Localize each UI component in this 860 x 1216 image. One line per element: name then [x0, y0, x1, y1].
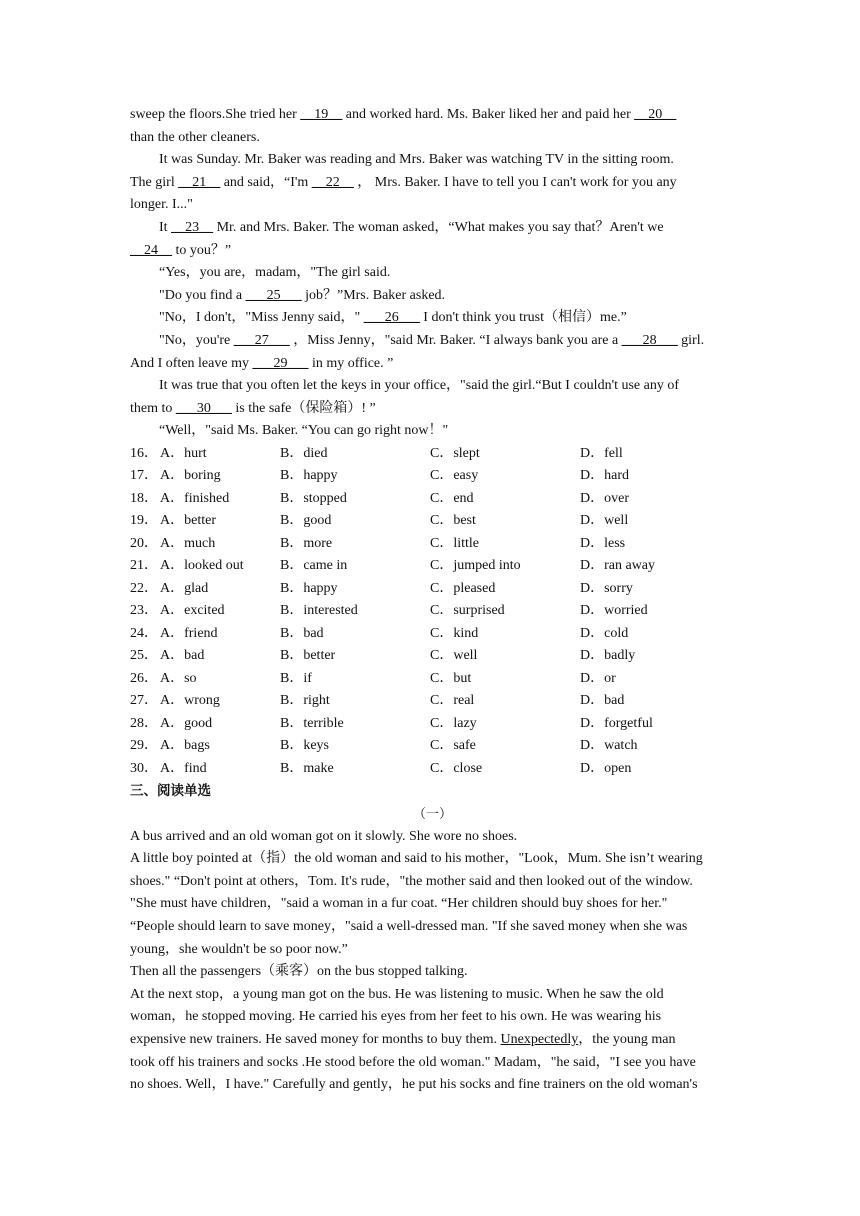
option-a: A．excited	[160, 603, 225, 619]
text-run: sweep the floors.She tried her	[130, 107, 301, 122]
question-number: 17．	[130, 468, 158, 484]
option-a: A．hurt	[160, 445, 207, 461]
option-b: B．bad	[280, 625, 324, 641]
question-row	[130, 645, 735, 668]
passage-line	[130, 240, 735, 263]
question-row	[130, 488, 735, 511]
reading-line	[130, 939, 735, 962]
option-b: B．if	[280, 670, 312, 686]
option-c: C．little	[430, 535, 479, 551]
document-content	[130, 104, 735, 1097]
text-run: "No，you're	[159, 332, 234, 348]
text-run: no shoes. Well，I have." Carefully and gently，he put his socks and fine trainers on the old woman's	[130, 1077, 698, 1093]
option-d: D．hard	[580, 468, 629, 484]
text-run: It was true that you often let the keys in your office，"said the girl.“But I couldn't use any of	[159, 378, 680, 394]
option-a: A．so	[160, 670, 197, 686]
reading-line	[130, 1052, 735, 1075]
text-run: longer. I..."	[130, 197, 193, 213]
text-run: "No，I don't，"Miss Jenny said，"	[159, 310, 364, 326]
question-row	[130, 443, 735, 466]
text-run: "She must have children，"said a woman in a fur coat. “Her children should buy shoes for her."	[130, 896, 668, 912]
text-run: At the next stop，a young man got on the bus. He was listening to music. When he saw the old	[130, 986, 664, 1002]
text-run: Then all the passengers（乘客）on the bus stopped talking.	[130, 964, 468, 980]
underlined-text: ___29___	[252, 355, 309, 371]
option-c: C．well	[430, 648, 478, 664]
question-number: 24．	[130, 625, 158, 641]
option-a: A．friend	[160, 625, 218, 641]
passage-line	[130, 262, 735, 285]
option-b: B．terrible	[280, 715, 344, 731]
question-number: 23．	[130, 603, 158, 619]
question-number: 28．	[130, 715, 158, 731]
option-d: D．sorry	[580, 580, 633, 596]
underlined-text: ___30___	[175, 400, 232, 416]
option-d: D．less	[580, 535, 626, 551]
option-d: D．fell	[580, 445, 623, 461]
text-run: is the safe（保险箱）! ”	[231, 400, 376, 416]
passage-line	[130, 285, 735, 308]
underlined-text: __24__	[130, 242, 172, 258]
text-run: ，the young man	[578, 1031, 676, 1047]
passage-line	[130, 172, 735, 195]
option-a: A．looked out	[160, 558, 244, 574]
text-run: girl.	[677, 332, 705, 348]
reading-line	[130, 984, 735, 1007]
option-c: C．real	[430, 693, 475, 709]
option-d: D．watch	[580, 738, 638, 754]
text-run: young，she wouldn't be so poor now.”	[130, 941, 348, 957]
text-run: I don't think you trust（相信）me.”	[419, 310, 627, 326]
reading-line	[130, 871, 735, 894]
text-run: It was Sunday. Mr. Baker was reading and Mrs. Baker was watching TV in the sitting room.	[159, 152, 674, 168]
option-d: D．worried	[580, 603, 648, 619]
passage-line	[130, 307, 735, 330]
option-b: B．died	[280, 445, 328, 461]
option-d: D．badly	[580, 648, 636, 664]
question-row	[130, 465, 735, 488]
option-c: C．kind	[430, 625, 479, 641]
question-number: 25．	[130, 648, 158, 664]
text-run: It	[159, 219, 172, 235]
text-run: to you？”	[172, 242, 232, 258]
question-row	[130, 578, 735, 601]
option-a: A．finished	[160, 490, 230, 506]
option-c: C．surprised	[430, 603, 505, 619]
option-c: C．easy	[430, 468, 479, 484]
text-run: “People should learn to save money，"said a well-dressed man. "If she saved money when she was	[130, 918, 688, 934]
passage-line	[130, 420, 735, 443]
text-run: and worked hard. Ms. Baker liked her and paid her	[342, 107, 635, 122]
option-b: B．keys	[280, 738, 329, 754]
underlined-text: __19__	[300, 107, 343, 122]
option-b: B．right	[280, 693, 330, 709]
question-number: 18．	[130, 490, 158, 506]
option-a: A．glad	[160, 580, 209, 596]
question-number: 22．	[130, 580, 158, 596]
option-c: C．close	[430, 760, 483, 776]
option-d: D．open	[580, 760, 632, 776]
reading-passage	[130, 826, 735, 1097]
option-d: D．or	[580, 670, 616, 686]
option-c: C．safe	[430, 738, 476, 754]
text-run: than the other cleaners.	[130, 129, 260, 145]
question-number: 30．	[130, 760, 158, 776]
option-b: B．came in	[280, 558, 348, 574]
option-c: C．jumped into	[430, 558, 521, 574]
cloze-options	[130, 443, 735, 781]
question-row	[130, 668, 735, 691]
option-d: D．cold	[580, 625, 629, 641]
underlined-text: __23__	[171, 219, 214, 235]
subsection-heading: （一）	[412, 806, 452, 821]
option-b: B．make	[280, 760, 334, 776]
option-c: C．end	[430, 490, 474, 506]
option-b: B．good	[280, 513, 332, 529]
question-row	[130, 623, 735, 646]
question-number: 19．	[130, 513, 158, 529]
option-b: B．more	[280, 535, 333, 551]
underlined-text: ___28___	[621, 332, 678, 348]
text-run: woman，he stopped moving. He carried his eyes from her feet to his own. He was wearing his	[130, 1009, 662, 1025]
reading-line	[130, 1074, 735, 1097]
passage-line	[130, 375, 735, 398]
option-a: A．bags	[160, 738, 210, 754]
question-row	[130, 690, 735, 713]
text-run: job？”Mrs. Baker asked.	[301, 287, 446, 303]
passage-line	[130, 194, 735, 217]
option-b: B．interested	[280, 603, 358, 619]
cloze-passage	[130, 104, 735, 443]
text-run: A bus arrived and an old woman got on it slowly. She wore no shoes.	[130, 828, 518, 844]
option-b: B．stopped	[280, 490, 347, 506]
passage-line	[130, 217, 735, 240]
option-d: D．bad	[580, 693, 625, 709]
question-row	[130, 533, 735, 556]
option-d: D．forgetful	[580, 715, 653, 731]
option-a: A．find	[160, 760, 207, 776]
passage-line	[130, 104, 735, 127]
reading-line	[130, 961, 735, 984]
reading-line	[130, 1029, 735, 1052]
underlined-text: Unexpectedly	[500, 1031, 579, 1047]
option-a: A．much	[160, 535, 216, 551]
passage-line	[130, 330, 735, 353]
option-a: A．good	[160, 715, 213, 731]
underlined-text: __21__	[178, 174, 221, 190]
question-number: 27．	[130, 693, 158, 709]
question-row	[130, 713, 735, 736]
question-number: 20．	[130, 535, 158, 551]
text-run: them to	[130, 400, 176, 416]
question-number: 16．	[130, 445, 158, 461]
reading-line	[130, 826, 735, 849]
reading-line	[130, 916, 735, 939]
option-a: A．better	[160, 513, 216, 529]
question-number: 21．	[130, 558, 158, 574]
option-a: A．wrong	[160, 693, 220, 709]
text-run: in my office. ”	[308, 355, 394, 371]
reading-line	[130, 1006, 735, 1029]
text-run: shoes." “Don't point at others，Tom. It's rude，"the mother said and then looked out of the window.	[130, 873, 693, 889]
question-row	[130, 758, 735, 781]
option-d: D．ran away	[580, 558, 656, 574]
option-b: B．happy	[280, 580, 338, 596]
option-a: A．boring	[160, 468, 221, 484]
underlined-text: __20__	[634, 107, 677, 122]
text-run: "Do you find a	[159, 287, 246, 303]
question-number: 26．	[130, 670, 158, 686]
option-c: C．lazy	[430, 715, 477, 731]
text-run: ， Mrs. Baker. I have to tell you I can't work for you any	[353, 174, 677, 190]
question-row	[130, 600, 735, 623]
question-number: 29．	[130, 738, 158, 754]
underlined-text: ___27___	[233, 332, 290, 348]
reading-line	[130, 893, 735, 916]
text-run: “Yes，you are，madam，"The girl said.	[159, 265, 391, 281]
option-d: D．well	[580, 513, 629, 529]
reading-line	[130, 848, 735, 871]
underlined-text: ___26___	[363, 310, 420, 326]
passage-line	[130, 149, 735, 172]
passage-line	[130, 127, 735, 150]
text-run: and said，“I'm	[220, 174, 312, 190]
option-d: D．over	[580, 490, 629, 506]
option-c: C．pleased	[430, 580, 496, 596]
passage-line	[130, 398, 735, 421]
text-run: ，Miss Jenny，"said Mr. Baker. “I always bank you are a	[289, 332, 622, 348]
text-run: And I often leave my	[130, 355, 253, 371]
text-run: expensive new trainers. He saved money for months to buy them.	[130, 1031, 501, 1047]
option-c: C．slept	[430, 445, 480, 461]
option-a: A．bad	[160, 648, 205, 664]
text-run: took off his trainers and socks .He stood before the old woman." Madam，"he said，"I see you have	[130, 1054, 696, 1070]
text-run: Mr. and Mrs. Baker. The woman asked，“What makes you say that？Aren't we	[213, 219, 664, 235]
option-b: B．happy	[280, 468, 338, 484]
question-row	[130, 735, 735, 758]
option-c: C．best	[430, 513, 476, 529]
text-run: “Well，"said Ms. Baker. “You can go right now！"	[159, 423, 449, 439]
passage-line	[130, 353, 735, 376]
question-row	[130, 510, 735, 533]
underlined-text: __22__	[311, 174, 354, 190]
text-run: A little boy pointed at（指）the old woman and said to his mother，"Look，Mum. She isn’t wearing	[130, 851, 703, 867]
text-run: The girl	[130, 174, 179, 190]
underlined-text: ___25___	[245, 287, 302, 303]
section-heading: 三、阅读单选	[130, 783, 211, 800]
option-c: C．but	[430, 670, 472, 686]
option-b: B．better	[280, 648, 336, 664]
question-row	[130, 555, 735, 578]
